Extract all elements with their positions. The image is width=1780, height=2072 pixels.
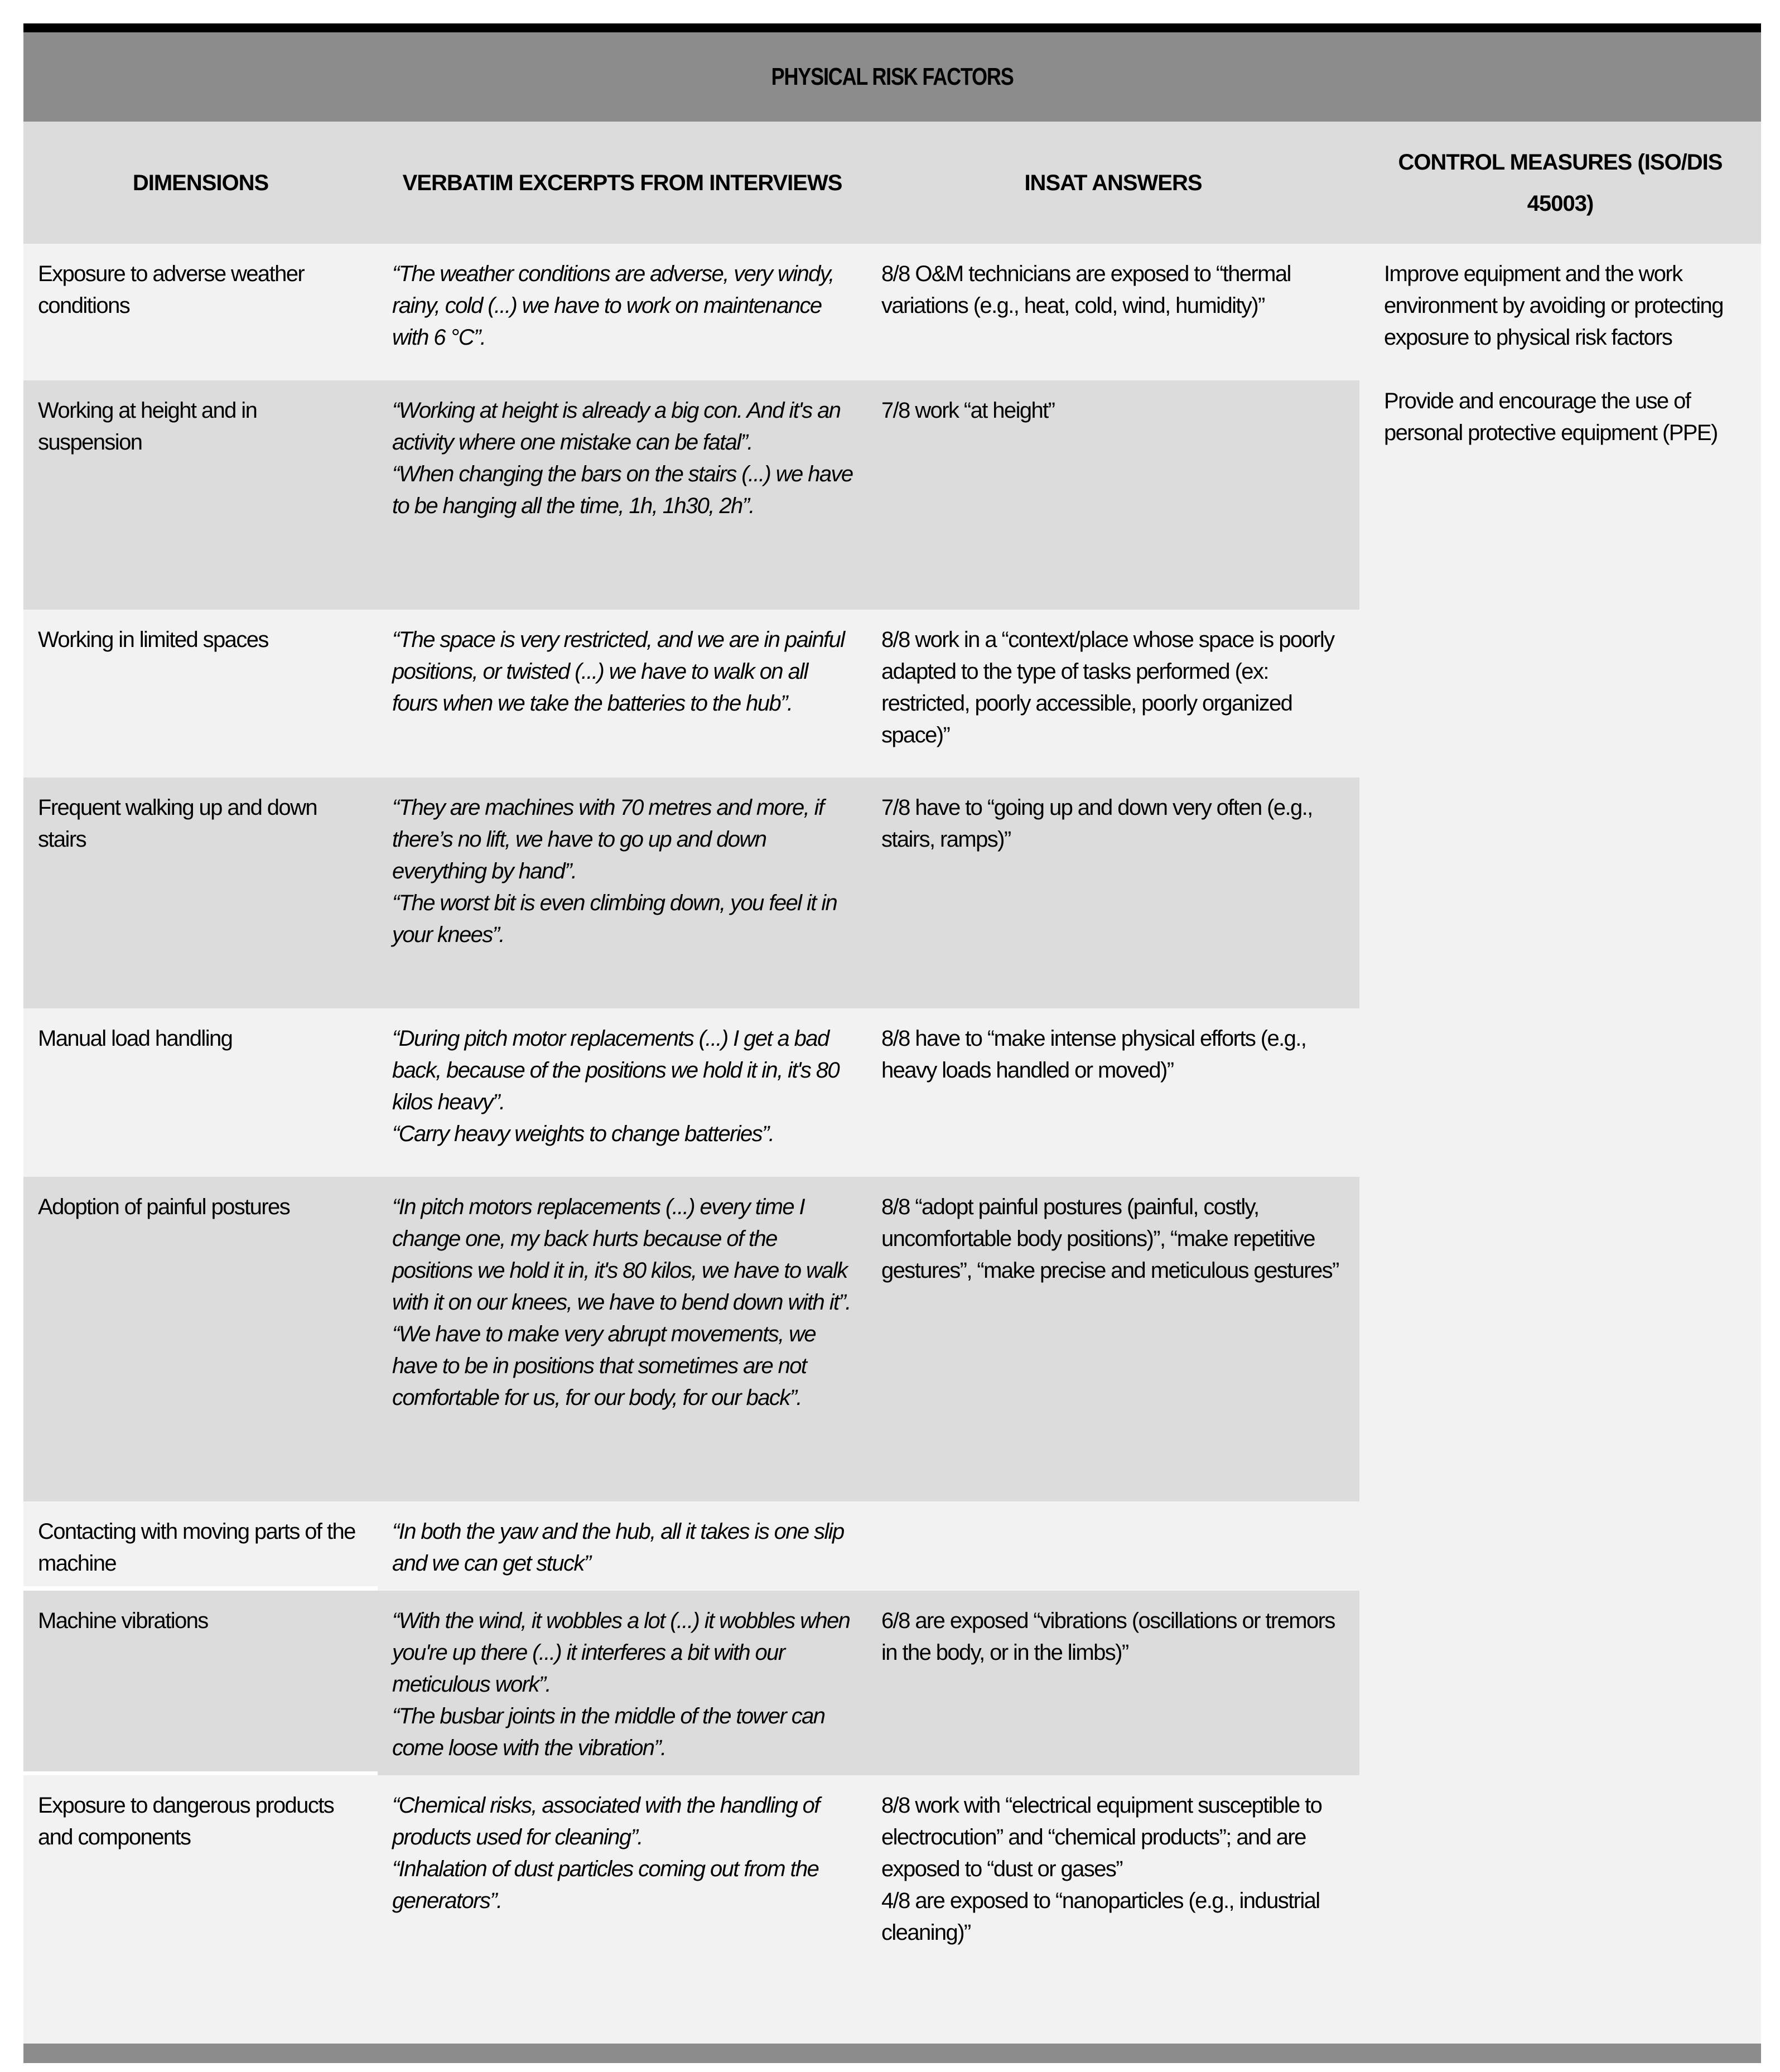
dimension-text: Contacting with moving parts of the machine (38, 1519, 355, 1576)
dimension-text: Exposure to adverse weather conditions (38, 262, 305, 318)
verbatim-quote: “Chemical risks, associated with the handling of products used for cleaning”. (392, 1793, 819, 1849)
control-measure-1: Improve equipment and the work environment by avoiding or protecting exposure to physical risk factors (1384, 262, 1723, 350)
dimension-text: Manual load handling (38, 1026, 233, 1051)
table-title-band (23, 32, 1761, 122)
row-5-dimension (23, 1008, 378, 1177)
insat-answer: 8/8 work with “electrical equipment susceptible to electrocution” and “chemical products”; and are exposed to “dust or gases” (881, 1793, 1322, 1881)
top-rule (23, 23, 1761, 32)
row-6-verbatim (378, 1177, 867, 1501)
dimension-text: Machine vibrations (38, 1609, 208, 1633)
verbatim-quote: “Carry heavy weights to change batteries”. (392, 1122, 774, 1146)
verbatim-quote: “In both the yaw and the hub, all it takes is one slip and we can get stuck” (392, 1519, 844, 1576)
row-5-verbatim (378, 1008, 867, 1177)
header-insat (867, 122, 1359, 244)
row-8-insat (867, 1591, 1359, 1775)
verbatim-quote: “With the wind, it wobbles a lot (...) it wobbles when you're up there (...) it interferes a bit with our meticulous work”. (392, 1609, 850, 1697)
verbatim-quote: “They are machines with 70 metres and more, if there’s no lift, we have to go up and down everything by hand”. (392, 795, 824, 883)
verbatim-quote: “The weather conditions are adverse, very windy, rainy, cold (...) we have to work on maintenance with 6 °C”. (392, 262, 834, 350)
physical-risk-factors-table (23, 23, 1761, 2063)
insat-answer: 8/8 have to “make intense physical efforts (e.g., heavy loads handled or moved)” (881, 1026, 1306, 1083)
row-6-insat (867, 1177, 1359, 1501)
header-verbatim-label: VERBATIM EXCERPTS FROM INTERVIEWS (402, 170, 842, 195)
dimension-text: Frequent walking up and down stairs (38, 795, 317, 852)
control-measure-2: Provide and encourage the use of personal protective equipment (PPE) (1384, 389, 1718, 445)
dimension-text: Exposure to dangerous products and components (38, 1793, 334, 1849)
row-1-insat (867, 244, 1359, 380)
row-2-verbatim (378, 380, 867, 610)
verbatim-quote: “During pitch motor replacements (...) I get a bad back, because of the positions we hold it in, it's 80 kilos heavy”. (392, 1026, 840, 1114)
verbatim-quote: “The busbar joints in the middle of the tower can come loose with the vibration”. (392, 1704, 825, 1760)
insat-answer: 4/8 are exposed to “nanoparticles (e.g., industrial cleaning)” (881, 1889, 1320, 1945)
verbatim-quote: “Inhalation of dust particles coming out from the generators”. (392, 1857, 819, 1913)
dimension-text: Working in limited spaces (38, 627, 268, 652)
row-4-verbatim (378, 777, 867, 1008)
verbatim-quote: “Working at height is already a big con. And it's an activity where one mistake can be fatal”. (392, 398, 841, 455)
insat-answer: 6/8 are exposed “vibrations (oscillations or tremors in the body, or in the limbs)” (881, 1609, 1335, 1665)
table-grid (23, 122, 1761, 2044)
verbatim-quote: “In pitch motors replacements (...) every time I change one, my back hurts because of the positions we hold it in, it's 80 kilos, we have to walk with it on our knees, we have to bend down with it”. (392, 1195, 851, 1315)
row-1-dimension (23, 244, 378, 380)
row-7-verbatim (378, 1501, 867, 1591)
row-4-dimension (23, 777, 378, 1008)
insat-answer: 7/8 have to “going up and down very often (e.g., stairs, ramps)” (881, 795, 1313, 852)
row-6-dimension (23, 1177, 378, 1501)
row-2-dimension (23, 380, 378, 610)
header-dimensions-label: DIMENSIONS (132, 170, 269, 195)
row-9-verbatim (378, 1775, 867, 2044)
row-7-insat (867, 1501, 1359, 1591)
row-9-dimension (23, 1775, 378, 2044)
table-title: PHYSICAL RISK FACTORS (771, 63, 1014, 90)
bottom-rule (23, 2044, 1761, 2063)
verbatim-quote: “The worst bit is even climbing down, you feel it in your knees”. (392, 891, 837, 947)
header-control-label: CONTROL MEASURES (ISO/DIS 45003) (1398, 149, 1723, 216)
row-3-dimension (23, 610, 378, 777)
insat-answer: 8/8 O&M technicians are exposed to “thermal variations (e.g., heat, cold, wind, humidity)” (881, 262, 1291, 318)
insat-answer: 8/8 “adopt painful postures (painful, costly, uncomfortable body positions)”, “make repetitive gestures”, “make precise and meticulous gestures” (881, 1195, 1339, 1283)
dimension-text: Working at height and in suspension (38, 398, 257, 455)
row-7-dimension (23, 1501, 378, 1586)
row-3-verbatim (378, 610, 867, 777)
header-verbatim (378, 122, 867, 244)
verbatim-quote: “We have to make very abrupt movements, we have to be in positions that sometimes are not comfortable for us, for our body, for our back”. (392, 1322, 816, 1410)
verbatim-quote: “When changing the bars on the stairs (...) we have to be hanging all the time, 1h, 1h30, 2h”. (392, 462, 853, 518)
row-1-verbatim (378, 244, 867, 380)
row-8-dimension (23, 1591, 378, 1771)
row-5-insat (867, 1008, 1359, 1177)
insat-answer: 7/8 work “at height” (881, 398, 1055, 423)
row-9-insat (867, 1775, 1359, 2044)
row-2-insat (867, 380, 1359, 610)
dimension-text: Adoption of painful postures (38, 1195, 290, 1219)
control-measures-cell (1359, 244, 1761, 2044)
header-control (1359, 122, 1761, 244)
row-8-verbatim (378, 1591, 867, 1775)
row-4-insat (867, 777, 1359, 1008)
header-dimensions (23, 122, 378, 244)
insat-answer: 8/8 work in a “context/place whose space is poorly adapted to the type of tasks performed (ex: restricted, poorly accessible, poorly organized space)” (881, 627, 1334, 747)
row-3-insat (867, 610, 1359, 777)
header-insat-label: INSAT ANSWERS (1024, 170, 1202, 195)
verbatim-quote: “The space is very restricted, and we are in painful positions, or twisted (...) we have to walk on all fours when we take the batteries to the hub”. (392, 627, 845, 716)
